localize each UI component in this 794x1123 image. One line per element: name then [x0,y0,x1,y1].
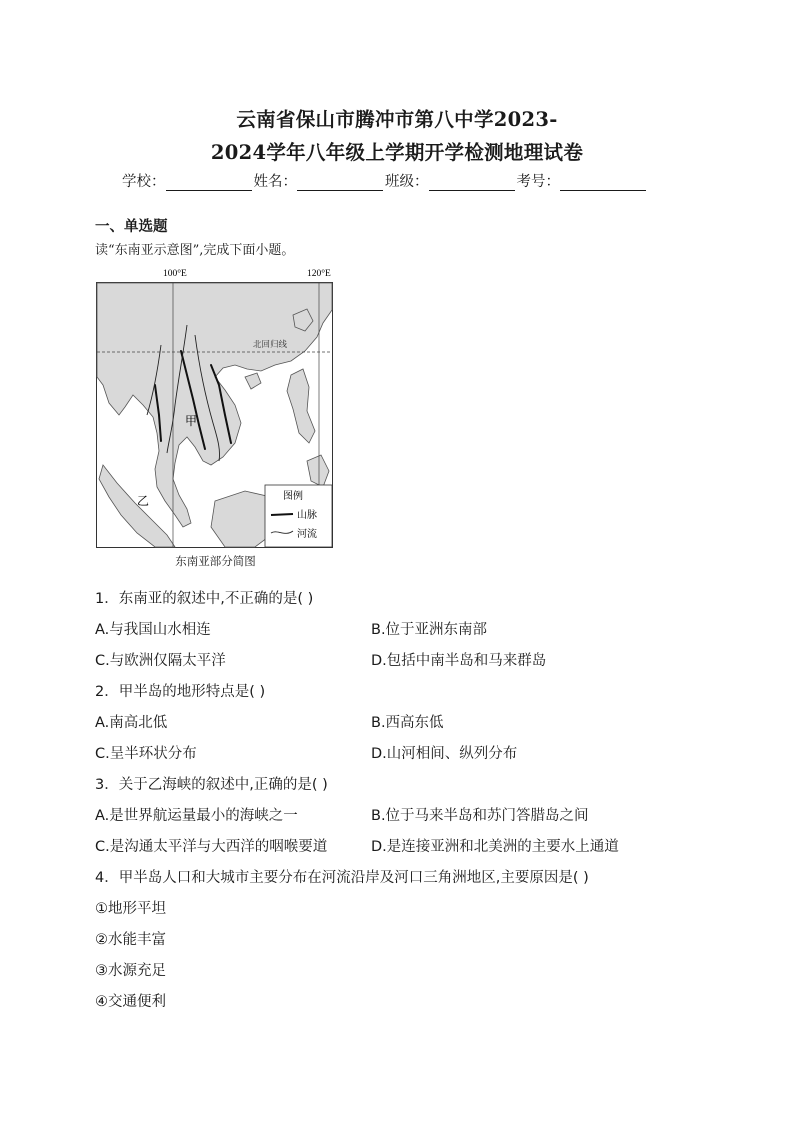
question-1-stem: 1．东南亚的叙述中,不正确的是( ) [95,591,314,607]
question-4-stem: 4．甲半岛人口和大城市主要分布在河流沿岸及河口三角洲地区,主要原因是( ) [95,870,589,886]
legend-mountain-symbol [271,514,293,515]
exam-title-line-2: 2024学年八年级上学期开学检测地理试卷 [210,141,584,164]
question-3-option-b[interactable]: B.位于马来半岛和苏门答腊岛之间 [371,808,589,824]
school-blank[interactable] [166,175,252,191]
school-label: 学校： [122,174,166,190]
section-title: 一、单选题 [95,219,168,235]
question-1-option-a[interactable]: A.与我国山水相连 [95,622,211,638]
question-3-option-c[interactable]: C.是沟通太平洋与大西洋的咽喉要道 [95,839,328,855]
label-yi: 乙 [137,494,150,508]
student-info-row [122,170,648,191]
legend-title: 图例 [283,491,303,502]
question-1-option-c[interactable]: C.与欧洲仅隔太平洋 [95,653,226,669]
lon-label-120e: 120°E [307,269,331,279]
label-jia: 甲 [185,414,198,428]
name-blank[interactable] [297,175,383,191]
map-caption: 东南亚部分简图 [175,554,256,568]
southeast-asia-map [95,265,340,570]
class-blank[interactable] [429,175,515,191]
question-2-option-d[interactable]: D.山河相间、纵列分布 [371,746,518,762]
question-intro: 读“东南亚示意图”,完成下面小题。 [95,243,295,258]
question-2-option-b[interactable]: B.西高东低 [371,715,444,731]
question-4-item-3[interactable]: ③水源充足 [95,963,166,979]
name-label: 姓名： [253,174,297,190]
question-4-item-4[interactable]: ④交通便利 [95,994,166,1010]
question-1-option-b[interactable]: B.位于亚洲东南部 [371,622,488,638]
question-3-stem: 3．关于乙海峡的叙述中,正确的是( ) [95,777,328,793]
question-2-stem: 2．甲半岛的地形特点是( ) [95,684,266,700]
map-figure [95,265,340,555]
exam-number-blank[interactable] [560,175,646,191]
question-2-option-a[interactable]: A.南高北低 [95,715,168,731]
question-3-option-a[interactable]: A.是世界航运量最小的海峡之一 [95,808,298,824]
legend-river-label: 河流 [297,529,317,540]
question-3-option-d[interactable]: D.是连接亚洲和北美洲的主要水上通道 [371,839,619,855]
lon-label-100e: 100°E [163,269,187,279]
tropic-label: 北回归线 [253,340,288,350]
question-1-option-d[interactable]: D.包括中南半岛和马来群岛 [371,653,547,669]
exam-title-line-1: 云南省保山市腾冲市第八中学2023- [236,108,558,131]
legend-mountain-label: 山脉 [297,510,317,521]
question-4-item-1[interactable]: ①地形平坦 [95,901,166,917]
exam-number-label: 考号： [516,174,560,190]
question-4-item-2[interactable]: ②水能丰富 [95,932,166,948]
question-2-option-c[interactable]: C.呈半环状分布 [95,746,197,762]
class-label: 班级： [385,174,429,190]
